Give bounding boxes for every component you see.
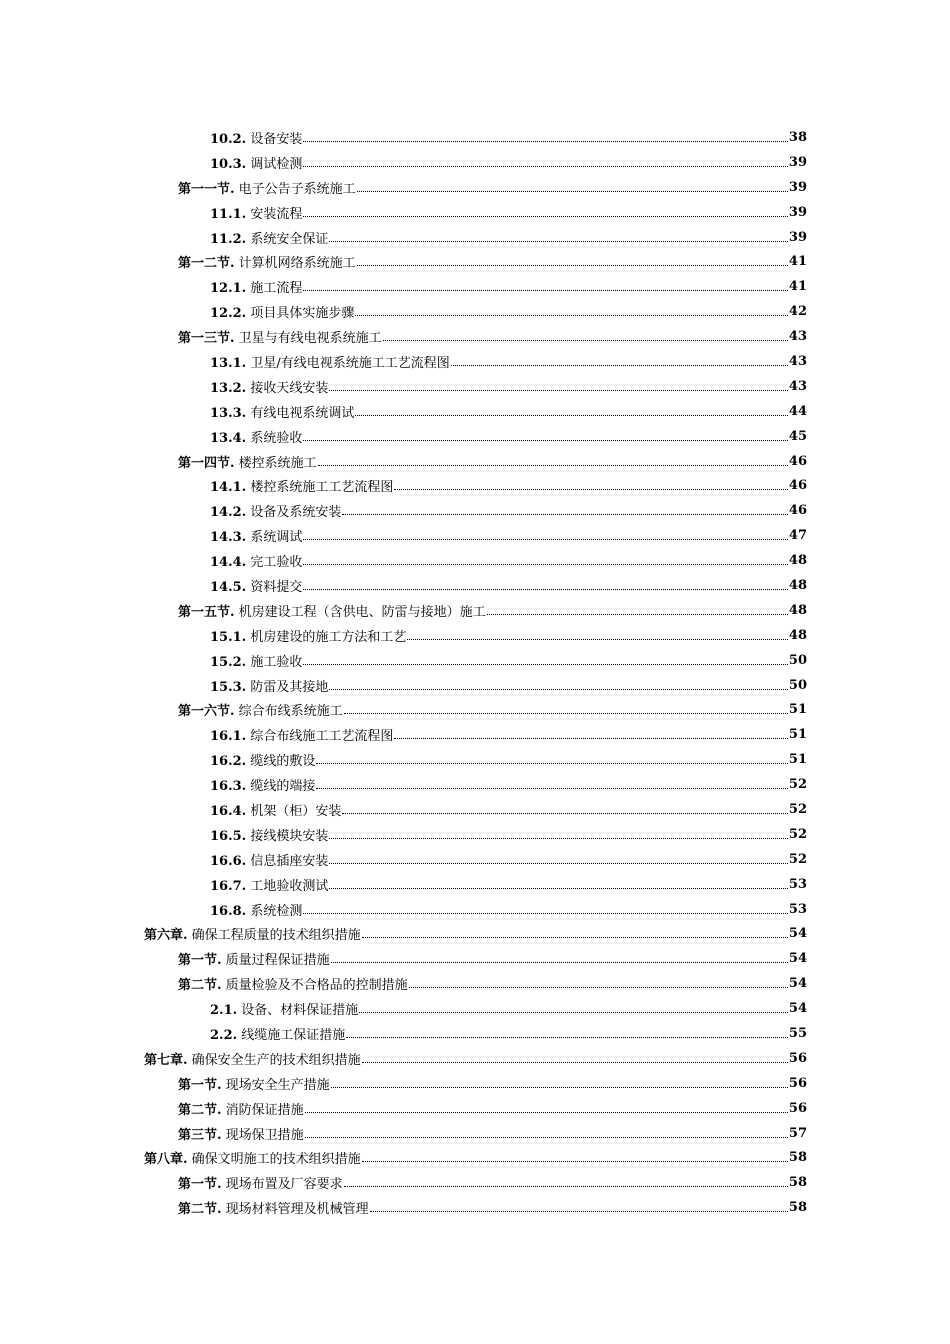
toc-entry-text	[210, 551, 302, 570]
toc-entry-title: 现场保卫措施	[225, 1127, 304, 1143]
toc-entry[interactable]	[0, 797, 950, 822]
toc-entry-number: 13.1.	[210, 355, 247, 371]
toc-entry-number: 第一六节.	[178, 704, 235, 720]
toc-entry-number: 12.2.	[210, 306, 247, 322]
toc-entry-text	[178, 1099, 304, 1118]
dot-leader	[303, 913, 788, 914]
toc-entry-number: 16.2.	[210, 754, 247, 770]
dot-leader	[342, 514, 788, 515]
toc-entry[interactable]	[0, 673, 950, 698]
toc-page-number: 58	[788, 1175, 807, 1191]
toc-entry[interactable]	[0, 349, 950, 374]
toc-entry-text	[144, 1049, 361, 1068]
toc-entry-text	[178, 252, 356, 271]
toc-entry[interactable]	[0, 324, 950, 349]
toc-page-number: 56	[788, 1100, 807, 1116]
toc-entry-title: 防雷及其接地	[250, 679, 329, 695]
toc-entry-number: 14.5.	[210, 579, 247, 595]
toc-page-number: 46	[788, 503, 807, 519]
toc-entry-text	[210, 725, 393, 744]
toc-entry-title: 楼控系统施工	[238, 455, 317, 471]
toc-entry[interactable]	[0, 946, 950, 971]
toc-entry-title: 卫星/有线电视系统施工工艺流程图	[250, 355, 450, 371]
toc-entry-title: 资料提交	[250, 579, 303, 595]
toc-entry-text	[210, 825, 328, 844]
toc-entry-number: 15.1.	[210, 629, 247, 645]
toc-page-number: 56	[788, 1075, 807, 1091]
dot-leader	[383, 340, 788, 341]
toc-entry-title: 系统检测	[250, 903, 303, 919]
dot-leader	[394, 738, 788, 739]
toc-entry-title: 安装流程	[250, 206, 303, 222]
toc-page-number: 43	[788, 329, 807, 345]
toc-entry[interactable]	[0, 1021, 950, 1046]
toc-page-number: 39	[788, 154, 807, 170]
toc-entry-text	[178, 1074, 330, 1093]
dot-leader	[344, 713, 788, 714]
dot-leader	[409, 987, 788, 988]
toc-entry-title: 项目具体实施步骤	[250, 306, 355, 322]
table-of-contents	[0, 125, 950, 1220]
dot-leader	[305, 1112, 788, 1113]
dot-leader	[316, 788, 788, 789]
toc-page-number: 43	[788, 353, 807, 369]
toc-entry[interactable]	[0, 249, 950, 274]
toc-entry-number: 16.8.	[210, 903, 247, 919]
toc-entry-title: 线缆施工保证措施	[241, 1028, 346, 1043]
toc-page-number: 48	[788, 602, 807, 618]
dot-leader	[303, 564, 788, 565]
toc-entry-text	[210, 875, 328, 894]
toc-entry[interactable]	[0, 697, 950, 722]
toc-entry-title: 电子公告子系统施工	[238, 181, 356, 197]
toc-entry[interactable]	[0, 548, 950, 573]
dot-leader	[451, 365, 788, 366]
toc-entry-number: 第二节.	[178, 1102, 222, 1118]
toc-entry-title: 卫星与有线电视系统施工	[238, 331, 382, 347]
toc-entry-number: 第一三节.	[178, 331, 235, 347]
toc-page-number: 46	[788, 478, 807, 494]
toc-entry-title: 现场材料管理及机械管理	[225, 1202, 369, 1218]
toc-entry-number: 13.3.	[210, 405, 247, 421]
toc-entry[interactable]	[0, 1046, 950, 1071]
toc-entry-title: 完工验收	[250, 555, 303, 571]
toc-entry-number: 第一节.	[178, 1177, 222, 1193]
toc-entry-title: 缆线的敷设	[250, 754, 316, 770]
toc-entry-text	[178, 949, 330, 968]
toc-entry-text	[178, 178, 356, 197]
toc-entry-text	[210, 1024, 345, 1043]
toc-page-number: 50	[788, 652, 807, 668]
toc-entry-title: 接收天线安装	[250, 380, 329, 396]
toc-entry[interactable]	[0, 747, 950, 772]
toc-entry-number: 第六章.	[144, 928, 188, 944]
toc-page-number: 57	[788, 1125, 807, 1141]
dot-leader	[487, 614, 788, 615]
dot-leader	[329, 689, 788, 690]
toc-entry[interactable]	[0, 922, 950, 947]
toc-page-number: 52	[788, 826, 807, 842]
toc-entry[interactable]	[0, 523, 950, 548]
toc-entry[interactable]	[0, 872, 950, 897]
dot-leader	[329, 241, 788, 242]
toc-entry-text	[210, 651, 302, 670]
toc-entry[interactable]	[0, 299, 950, 324]
toc-entry[interactable]	[0, 150, 950, 175]
toc-entry-text	[210, 427, 302, 446]
toc-entry-title: 系统安全保证	[250, 231, 329, 247]
dot-leader	[394, 489, 788, 490]
toc-entry[interactable]	[0, 1195, 950, 1220]
toc-entry[interactable]	[0, 648, 950, 673]
toc-page-number: 51	[788, 752, 807, 768]
toc-entry[interactable]	[0, 498, 950, 523]
toc-entry[interactable]	[0, 1121, 950, 1146]
toc-entry-number: 第二节.	[178, 978, 222, 994]
toc-entry-text	[144, 924, 361, 943]
toc-entry[interactable]	[0, 1170, 950, 1195]
dot-leader	[329, 863, 788, 864]
toc-page-number: 48	[788, 627, 807, 643]
toc-entry[interactable]	[0, 1096, 950, 1121]
dot-leader	[346, 1037, 788, 1038]
toc-page-number: 52	[788, 777, 807, 793]
toc-entry-title: 综合布线系统施工	[238, 704, 343, 720]
toc-entry-title: 缆线的端接	[250, 779, 316, 795]
toc-entry-text	[178, 327, 382, 346]
toc-entry-title: 施工验收	[250, 654, 303, 670]
dot-leader	[370, 1211, 788, 1212]
toc-entry-number: 10.2.	[210, 131, 247, 147]
toc-page-number: 52	[788, 801, 807, 817]
toc-entry-title: 质量过程保证措施	[225, 953, 330, 969]
toc-entry-text	[210, 277, 302, 296]
toc-page-number: 54	[788, 951, 807, 967]
toc-entry-title: 机架（柜）安装	[250, 803, 342, 819]
toc-entry[interactable]	[0, 225, 950, 250]
toc-entry-number: 第七章.	[144, 1052, 188, 1068]
dot-leader	[355, 315, 788, 316]
dot-leader	[305, 1137, 788, 1138]
toc-entry-text	[178, 1173, 343, 1192]
toc-entry-title: 工地验收测试	[250, 878, 329, 894]
dot-leader	[331, 962, 788, 963]
toc-entry-number: 16.1.	[210, 729, 247, 745]
toc-entry-number: 13.2.	[210, 380, 247, 396]
toc-entry-title: 有线电视系统调试	[250, 405, 355, 421]
toc-page-number: 55	[788, 1026, 807, 1041]
toc-page-number: 38	[788, 129, 807, 145]
dot-leader	[303, 141, 788, 142]
toc-page-number: 58	[788, 1200, 807, 1216]
toc-page-number: 48	[788, 577, 807, 593]
toc-page-number: 51	[788, 702, 807, 718]
toc-page-number: 42	[788, 304, 807, 320]
toc-entry[interactable]	[0, 200, 950, 225]
toc-entry-number: 16.3.	[210, 779, 247, 795]
toc-entry[interactable]	[0, 772, 950, 797]
dot-leader	[303, 166, 788, 167]
toc-entry-text	[178, 1124, 304, 1143]
dot-leader	[303, 440, 788, 441]
toc-entry-text	[210, 900, 302, 919]
toc-entry-text	[210, 775, 315, 794]
toc-entry-text	[210, 476, 393, 495]
toc-page-number: 52	[788, 851, 807, 867]
toc-entry[interactable]	[0, 449, 950, 474]
toc-page-number: 41	[788, 254, 807, 270]
toc-page-number: 48	[788, 553, 807, 569]
toc-page-number: 44	[788, 403, 807, 419]
toc-entry-text	[144, 1148, 361, 1167]
toc-page-number: 41	[788, 279, 807, 295]
toc-entry-text	[210, 203, 302, 222]
toc-entry-title: 消防保证措施	[225, 1102, 304, 1118]
toc-entry[interactable]	[0, 473, 950, 498]
toc-page-number: 54	[788, 976, 807, 992]
toc-entry-number: 16.6.	[210, 853, 247, 869]
toc-entry-text	[210, 576, 302, 595]
toc-entry-title: 确保安全生产的技术组织措施	[191, 1052, 361, 1068]
toc-entry-title: 综合布线施工工艺流程图	[250, 729, 394, 745]
toc-entry-number: 第一一节.	[178, 181, 235, 197]
toc-page-number: 54	[788, 926, 807, 942]
toc-entry-title: 接线模块安装	[250, 828, 329, 844]
toc-entry-number: 第一五节.	[178, 604, 235, 620]
dot-leader	[362, 1161, 788, 1162]
toc-entry-number: 16.5.	[210, 828, 247, 844]
toc-entry-number: 10.3.	[210, 156, 247, 172]
toc-entry-title: 确保工程质量的技术组织措施	[191, 928, 361, 944]
toc-entry-text	[210, 352, 450, 371]
toc-entry-number: 14.4.	[210, 555, 247, 571]
toc-entry-number: 第三节.	[178, 1127, 222, 1143]
toc-page-number: 50	[788, 677, 807, 693]
toc-entry-title: 现场安全生产措施	[225, 1077, 330, 1093]
toc-entry-text	[210, 128, 302, 147]
toc-entry[interactable]	[0, 125, 950, 150]
dot-leader	[362, 937, 788, 938]
toc-entry-number: 第一四节.	[178, 455, 235, 471]
dot-leader	[344, 1186, 788, 1187]
toc-entry-text	[178, 601, 486, 620]
toc-entry[interactable]	[0, 623, 950, 648]
toc-page-number: 39	[788, 229, 807, 245]
toc-entry-text	[210, 302, 354, 321]
dot-leader	[357, 265, 788, 266]
toc-entry-number: 16.7.	[210, 878, 247, 894]
toc-entry[interactable]	[0, 971, 950, 996]
toc-entry-title: 确保文明施工的技术组织措施	[191, 1152, 361, 1168]
dot-leader	[318, 465, 788, 466]
toc-entry[interactable]	[0, 274, 950, 299]
toc-entry[interactable]	[0, 399, 950, 424]
toc-entry-title: 设备安装	[250, 131, 303, 147]
toc-page-number: 56	[788, 1050, 807, 1066]
dot-leader	[303, 589, 788, 590]
toc-entry-number: 11.2.	[210, 231, 247, 247]
toc-entry[interactable]	[0, 1071, 950, 1096]
dot-leader	[303, 290, 788, 291]
toc-page-number: 47	[788, 528, 807, 544]
dot-leader	[407, 639, 788, 640]
toc-entry-title: 系统验收	[250, 430, 303, 446]
dot-leader	[342, 813, 788, 814]
toc-entry-text	[178, 700, 343, 719]
toc-entry-text	[210, 850, 328, 869]
toc-entry-title: 机房建设工程（含供电、防雷与接地）施工	[238, 604, 486, 620]
toc-entry[interactable]	[0, 175, 950, 200]
toc-entry-title: 施工流程	[250, 281, 303, 297]
toc-entry-text	[178, 974, 408, 993]
toc-page-number: 53	[788, 901, 807, 917]
toc-entry-text	[210, 999, 358, 1018]
toc-entry-text	[210, 402, 354, 421]
toc-entry-text	[178, 452, 317, 471]
dot-leader	[357, 191, 788, 192]
dot-leader	[316, 763, 788, 764]
toc-page-number: 51	[788, 727, 807, 743]
toc-entry-text	[210, 501, 341, 520]
toc-entry[interactable]	[0, 722, 950, 747]
toc-entry-text	[210, 153, 302, 172]
dot-leader	[303, 664, 788, 665]
toc-entry-text	[210, 676, 328, 695]
toc-entry-number: 第二节.	[178, 1202, 222, 1218]
toc-entry-text	[210, 377, 328, 396]
toc-entry[interactable]	[0, 822, 950, 847]
toc-entry-text	[178, 1198, 369, 1217]
dot-leader	[362, 1062, 788, 1063]
toc-page-number: 43	[788, 378, 807, 394]
toc-entry-title: 信息插座安装	[250, 853, 329, 869]
toc-entry-number: 11.1.	[210, 206, 247, 222]
toc-entry-title: 楼控系统施工工艺流程图	[250, 480, 394, 496]
toc-entry[interactable]	[0, 847, 950, 872]
toc-page-number: 53	[788, 876, 807, 892]
toc-entry-number: 第一节.	[178, 1077, 222, 1093]
dot-leader	[303, 216, 788, 217]
toc-entry-text	[210, 626, 406, 645]
toc-entry-title: 现场布置及厂容要求	[225, 1177, 343, 1193]
toc-entry-number: 15.2.	[210, 654, 247, 670]
toc-entry-title: 机房建设的施工方法和工艺	[250, 629, 407, 645]
toc-page-number: 54	[788, 1001, 807, 1017]
toc-entry-number: 15.3.	[210, 679, 247, 695]
toc-entry-number: 第八章.	[144, 1152, 188, 1168]
toc-entry-number: 14.3.	[210, 530, 247, 546]
toc-entry-number: 14.1.	[210, 480, 247, 496]
toc-entry-number: 13.4.	[210, 430, 247, 446]
toc-entry-title: 调试检测	[250, 156, 303, 172]
toc-entry-number: 2.2.	[210, 1028, 238, 1043]
toc-entry-number: 第一节.	[178, 953, 222, 969]
toc-entry-title: 质量检验及不合格品的控制措施	[225, 978, 408, 994]
toc-entry-title: 设备及系统安装	[250, 505, 342, 521]
toc-entry[interactable]	[0, 996, 950, 1021]
dot-leader	[355, 415, 788, 416]
toc-entry-number: 第一二节.	[178, 256, 235, 272]
toc-entry-number: 12.1.	[210, 281, 247, 297]
toc-entry-text	[210, 228, 328, 247]
dot-leader	[329, 888, 788, 889]
toc-entry-title: 计算机网络系统施工	[238, 256, 356, 272]
toc-entry[interactable]	[0, 1146, 950, 1171]
toc-entry-text	[210, 800, 341, 819]
toc-entry-title: 设备、材料保证措施	[241, 1003, 359, 1019]
toc-entry-title: 系统调试	[250, 530, 303, 546]
toc-entry-text	[210, 750, 315, 769]
toc-page-number: 58	[788, 1150, 807, 1166]
toc-entry-number: 16.4.	[210, 803, 247, 819]
toc-entry[interactable]	[0, 424, 950, 449]
dot-leader	[329, 838, 788, 839]
toc-page-number: 39	[788, 204, 807, 220]
toc-entry[interactable]	[0, 573, 950, 598]
dot-leader	[359, 1012, 788, 1013]
toc-entry-text	[210, 526, 302, 545]
toc-entry-number: 2.1.	[210, 1003, 238, 1019]
dot-leader	[331, 1087, 788, 1088]
toc-page-number: 46	[788, 453, 807, 469]
toc-page-number: 39	[788, 179, 807, 195]
toc-entry[interactable]	[0, 374, 950, 399]
dot-leader	[303, 539, 788, 540]
toc-page-number: 45	[788, 428, 807, 444]
toc-entry[interactable]	[0, 897, 950, 922]
toc-entry-number: 14.2.	[210, 505, 247, 521]
dot-leader	[329, 390, 788, 391]
toc-entry[interactable]	[0, 598, 950, 623]
